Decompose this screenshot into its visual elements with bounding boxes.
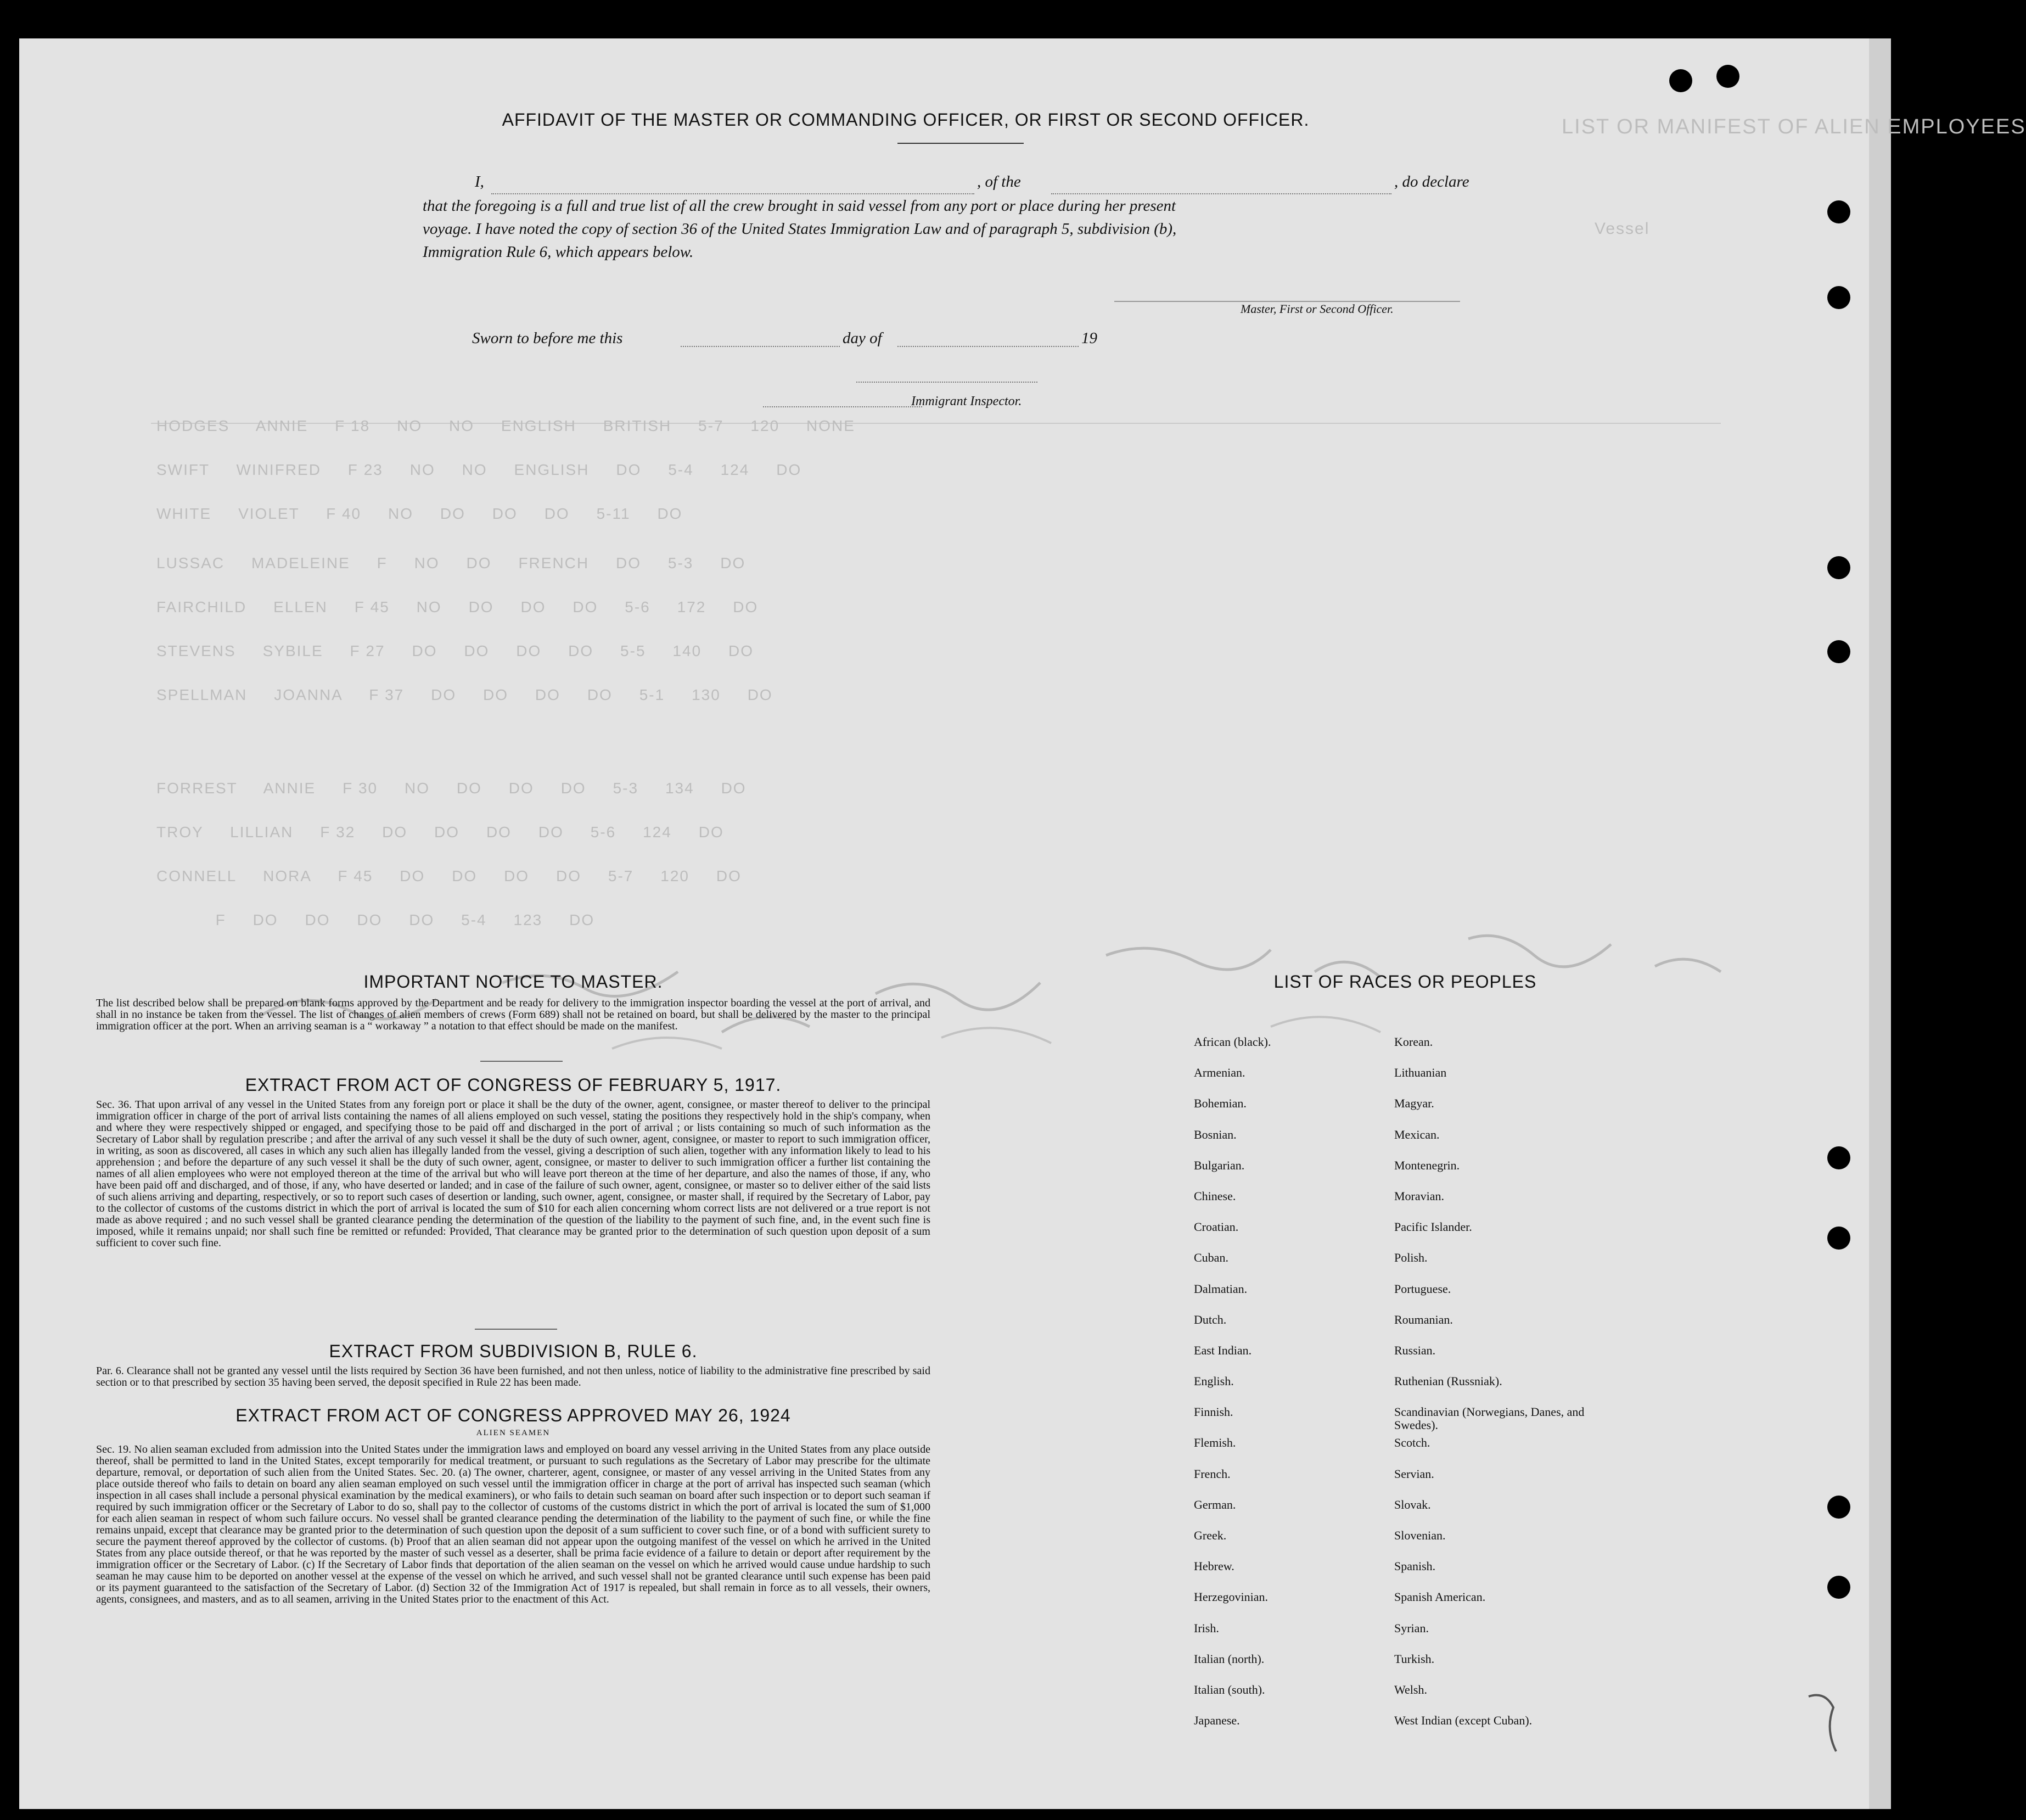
race-item: English. [1194, 1374, 1234, 1388]
punch-hole [1827, 1576, 1850, 1599]
extract-1924-text: Sec. 19. No alien seaman excluded from admission into the United States under the immigration laws and employed on board any vessel arriving in the United States from any place outside thereof, shall be permitted to land in the United States, except temporarily for medical treatment, or pursuant to such regulations as the Secretary of Labor may prescribe for the ultimate departure, removal, or deportation of such alien from the United States. Sec. 20. (a) The owner, charterer, agent, consignee, or master of any vessel arriving in the United States from any place outside thereof who fails to detain on board any alien seaman employed on such vessel until the immigration officer in charge at the port of arrival has inspected such seaman (which inspection in all cases shall include a personal physical examination by the medical examiners), or who fails to detain such seaman on board after such inspection or to deport such seaman if required by such immigration officer or the Secretary of Labor to do so, shall pay to the collector of customs of the customs district in which the port of arrival is located the sum of $1,000 for each alien seaman in respect of whom such failure occurs. No vessel shall be granted clearance pending the determination of the liability to the payment of such fine, or while the fine remains unpaid, except that clearance may be granted prior to the determination of such question upon the deposit of a sum sufficient to cover such fine, or of a bond with sufficient surety to secure the payment thereof approved by the collector of customs. (b) Proof that an alien seaman did not appear upon the outgoing manifest of the vessel on which he arrived in the United States from any place outside thereof, or that he was reported by the master of such vessel as a deserter, shall be prima facie evidence of a failure to detain or deport after requirement by the immigration officer or the Secretary of Labor. (c) If the Secretary of Labor finds that deportation of the alien seaman on the vessel on which he arrived would cause undue hardship to such seaman he may cause him to be deported on another vessel at the expense of the vessel on which he arrived, and such vessel shall not be granted clearance until such expense has been paid or its payment guaranteed to the satisfaction of the Secretary of Labor. (d) Section 32 of the Immigration Act of 1917 is repealed, but shall remain in force as to all vessels, their owners, agents, consignees, and masters, and as to all seamen, arriving in the United States prior to the enactment of this Act. [96, 1443, 930, 1605]
affidavit-title: AFFIDAVIT OF THE MASTER OR COMMANDING OFFICER, OR FIRST OR SECOND OFFICER. [502, 110, 1310, 130]
race-item: Italian (north). [1194, 1651, 1265, 1666]
race-item: Scotch. [1394, 1436, 1430, 1450]
race-item: Irish. [1194, 1621, 1219, 1635]
declaration-line-2: voyage. I have noted the copy of section 36 of the United States Immigration Law and of paragraph 5, subdivision (b), [423, 220, 1177, 238]
race-item: French. [1194, 1466, 1231, 1481]
day-of-label: day of [843, 329, 882, 347]
race-item: Chinese. [1194, 1189, 1236, 1203]
race-item: Montenegrin. [1394, 1158, 1460, 1172]
race-item: Bulgarian. [1194, 1158, 1245, 1172]
race-item: Japanese. [1194, 1713, 1240, 1728]
race-item: Hebrew. [1194, 1559, 1234, 1573]
race-item: Dalmatian. [1194, 1281, 1248, 1296]
notice-text: The list described below shall be prepared on blank forms approved by the Department and be ready for delivery to the immigration inspector boarding the vessel at the port of arrival, and shall in no instance be taken from the vessel. The list of changes of alien members of crews (Form 689) shall not be retained on board, but shall be delivered by the master to the principal immigration officer at the port. When an arriving seaman is a “ workaway ” a notation to that effect should be made on the manifest. [96, 997, 930, 1032]
inspector-label: Immigrant Inspector. [911, 394, 1022, 408]
race-item: West Indian (except Cuban). [1394, 1713, 1533, 1728]
punch-hole [1827, 1227, 1850, 1250]
race-item: Greek. [1194, 1528, 1227, 1542]
race-item: Servian. [1394, 1466, 1434, 1481]
race-item: Armenian. [1194, 1066, 1245, 1080]
race-item: Syrian. [1394, 1621, 1429, 1635]
race-item: German. [1194, 1497, 1236, 1511]
divider-1 [480, 1061, 563, 1062]
race-item: Finnish. [1194, 1405, 1233, 1419]
race-item: Spanish American. [1394, 1590, 1486, 1604]
month-field-line[interactable] [897, 346, 1079, 347]
sworn-label: Sworn to before me this [472, 329, 623, 347]
divider-2 [475, 1329, 557, 1330]
inspector-signature-line[interactable] [763, 406, 922, 407]
race-item: Lithuanian [1394, 1066, 1447, 1080]
race-item: Magyar. [1394, 1096, 1434, 1111]
race-item: Dutch. [1194, 1312, 1227, 1326]
race-item: Italian (south). [1194, 1682, 1265, 1696]
punch-hole [1827, 286, 1850, 309]
extract-1917-text: Sec. 36. That upon arrival of any vessel in the United States from any foreign port or place it shall be the duty of the owner, agent, consignee, or master thereof to deliver to the principal immigration officer in charge of the port of arrival lists containing the names of all aliens employed on such vessel, stating the positions they respectively hold in the ship's company, when and where they were respectively shipped or engaged, and specifying those to be paid off and discharged in the port of arrival ; or lists containing so much of such information as the Secretary of Labor shall by regulation prescribe ; and after the arrival of any such vessel it shall be the duty of such owner, agent, consignee, or master to report to such immigration officer, in writing, as soon as discovered, all cases in which any such alien has illegally landed from the vessel, giving a description of such alien, together with any information likely to lead to his apprehension ; and before the departure of any such vessel it shall be the duty of such owner, agent, consignee, or master to deliver to such immigration officer a further list containing the names of all alien employees who were not employed thereon at the time of the arrival but who will leave port thereon at the time of her departure, and also the names of those, if any, who have been paid off and discharged, and of those, if any, who have deserted or landed; and in case of the failure of such owner, agent, consignee, or master so to deliver either of the said lists of such aliens arriving and departing, respectively, or so to report such cases of desertion or landing, such owner, agent, consignee, or master shall, if required by the Secretary of Labor, pay to the collector of customs of the customs district in which the port of arrival is located the sum of $10 for each alien concerning whom correct lists are not delivered or a true report is not made as above required ; and no such vessel shall be granted clearance pending the determination of the question of the liability to the payment of such fine, and, in the event such fine is imposed, while it remains unpaid; nor shall such fine be remitted or refunded: Provided, That clearance may be granted prior to the determination of such question upon deposit of a sum sufficient to cover such fine. [96, 1099, 930, 1249]
races-left-column [1194, 1027, 1271, 1736]
race-item: Bohemian. [1194, 1096, 1247, 1111]
race-item: Ruthenian (Russniak). [1394, 1374, 1502, 1388]
race-item: Korean. [1394, 1035, 1433, 1049]
punch-hole [1716, 65, 1739, 88]
race-item: Roumanian. [1394, 1312, 1453, 1326]
punch-hole [1827, 556, 1850, 579]
races-right-column [1394, 1027, 1625, 1736]
declaration-line-1: that the foregoing is a full and true list of all the crew brought in said vessel from any port or place during her present [423, 197, 1176, 215]
race-item: Pacific Islander. [1394, 1220, 1472, 1234]
punch-hole [1827, 200, 1850, 223]
declare-label: , do declare [1394, 173, 1469, 191]
punch-hole [1827, 640, 1850, 663]
master-signature-label: Master, First or Second Officer. [1241, 302, 1394, 316]
day-field-line[interactable] [681, 346, 840, 347]
race-item: African (black). [1194, 1035, 1271, 1049]
race-item: Turkish. [1394, 1651, 1435, 1666]
punch-hole [1827, 1496, 1850, 1519]
extract-rule6-text: Par. 6. Clearance shall not be granted any vessel until the lists required by Section 36 have been furnished, and not then unless, notice of liability to the administrative fine prescribed by said section or to that prescribed by section 35 having been served, the deposit specified in Rule 22 has been made. [96, 1365, 930, 1388]
race-item: Mexican. [1394, 1127, 1440, 1141]
inspector-upper-line [856, 382, 1037, 383]
race-item: Flemish. [1194, 1436, 1236, 1450]
race-item: Slovenian. [1394, 1528, 1446, 1542]
punch-hole [1827, 1146, 1850, 1169]
race-item: Scandinavian (Norwegians, Danes, and Swedes). [1394, 1405, 1585, 1432]
race-item: Welsh. [1394, 1682, 1427, 1696]
race-item: Slovak. [1394, 1497, 1431, 1511]
race-item: Herzegovinian. [1194, 1590, 1268, 1604]
punch-hole [1669, 69, 1692, 92]
race-item: Moravian. [1394, 1189, 1445, 1203]
extract-1924-title: EXTRACT FROM ACT OF CONGRESS APPROVED MAY 26, 1924 [235, 1405, 791, 1425]
race-item: Russian. [1394, 1343, 1436, 1357]
race-item: East Indian. [1194, 1343, 1252, 1357]
extract-1924-subtitle: ALIEN SEAMEN [476, 1429, 551, 1437]
race-item: Bosnian. [1194, 1127, 1237, 1141]
race-item: Polish. [1394, 1251, 1428, 1265]
margin-mark [1803, 1685, 1847, 1768]
i-label: I, [475, 173, 484, 191]
extract-1917-title: EXTRACT FROM ACT OF CONGRESS OF FEBRUARY 5, 1917. [245, 1075, 782, 1095]
of-the-label: , of the [977, 173, 1021, 191]
race-item: Cuban. [1194, 1251, 1228, 1265]
document-sheet: LIST OR MANIFEST OF ALIEN EMPLOYEES Vessel HODGES ANNIE F 18 NO NO ENGLISH BRITISH 5-7 120 NONE SWIFT WINIFRED F 23 NO NO ENGLISH DO 5-4 124 DO WHITE VIOLET F 40 NO DO DO DO 5-11 DO LUSSAC MADELEINE F NO DO FRENCH DO 5-3 DO FAIRCHILD ELLEN F 45 NO DO DO DO 5-6 172 DO STEVENS SYBILE F 27 DO DO DO DO 5-5 140 DO SPELLMAN JOANNA F 37 DO DO DO DO 5-1 130 DO FORREST ANNIE F 30 NO DO DO DO 5-3 134 DO TROY LILLIAN F 32 DO DO DO DO 5-6 124 DO CONNELL NORA F 45 DO DO DO DO 5-7 120 DO F DO DO DO DO 5-4 123 DO AFFIDAVIT OF THE MASTER OR COMMANDING OFFICER, OR FIRST OR SECOND OFFICER. I, , of the , do declare that the foregoing is a full and true list of all the crew brought in said vessel from any port or place during her present voyage. I have noted the copy of section 36 of the United States Immigration Law and of paragraph 5, subdivision (b), Immigration Rule 6, which appears below. Master, First or Second Officer. Sworn to before me this day of 19 Immigrant Inspector. IMPORTANT NOTICE TO MASTER. The list described below shall be prepared on blank forms approved by the Department and be ready for delivery to the immigration inspector boarding the vessel at the port of arrival, and shall in no instance be taken from the vessel. The list of changes of alien members of crews (Form 689) shall not be retained on board, but shall be delivered by the master to the principal immigration officer at the port. When an arriving seaman is a “ workaway ” a notation to that effect should be made on the manifest. EXTRACT FROM ACT OF CONGRESS OF FEBRUARY 5, 1917. Sec. 36. That upon arrival of any vessel in the United States from any foreign port or place it shall be the duty of the owner, agent, consignee, or master thereof to deliver to the principal immigration officer in charge of the port of arrival lists containing the names of all aliens employed on such vessel, stating the positions they respectively hold in the ship's company, when and where they were respectively shipped or engaged, and specifying those to be paid off and discharged in the port of arrival ; or lists containing so much of such information as the Secretary of Labor shall by regulation prescribe ; and after the arrival of any such vessel it shall be the duty of such owner, agent, consignee, or master to report to such immigration officer, in writing, as soon as discovered, all cases in which any such alien has illegally landed from the vessel, giving a description of such alien, together with any information likely to lead to his apprehension ; and before the departure of any such vessel it shall be the duty of such owner, agent, consignee, or master to deliver to such immigration officer a further list containing the names of all alien employees who were not employed thereon at the time of the arrival but who will leave port thereon at the time of her departure, and also the names of those, if any, who have been paid off and discharged, and of those, if any, who have deserted or landed; and in case of the failure of such owner, agent, consignee, or master so to deliver either of the said lists of such aliens arriving and departing, respectively, or so to report such cases of desertion or landing, such owner, agent, consignee, or master shall, if required by the Secretary of Labor, pay to the collector of customs of the customs district in which the port of arrival is located the sum of $10 for each alien concerning whom correct lists are not delivered or a true report is not made as above required ; and no such vessel shall be granted clearance pending the determination of the question of the liability to the payment of such fine, and, in the event such fine is imposed, while it remains unpaid; nor shall such fine be remitted or refunded: Provided, That clearance may be granted prior to the determination of such question upon deposit of a sum sufficient to cover such fine. EXTRACT FROM SUBDIVISION B, RULE 6. Par. 6. Clearance shall not be granted any vessel until the lists required by Section 36 have been furnished, and not then unless, notice of liability to the administrative fine prescribed by said section or to that prescribed by section 35 having been served, the deposit specified in Rule 22 has been made. EXTRACT FROM ACT OF CONGRESS APPROVED MAY 26, 1924 ALIEN SEAMEN Sec. 19. No alien seaman excluded from admission into the United States under the immigration laws and employed on board any vessel arriving in the United States from any place outside thereof, shall be permitted to land in the United States, except temporarily for medical treatment, or pursuant to such regulations as the Secretary of Labor may prescribe for the ultimate departure, removal, or deportation of such alien from the United States. Sec. 20. (a) The owner, charterer, agent, consignee, or master of any vessel arriving in the United States from any place outside thereof who fails to detain on board any alien seaman employed on such vessel until the immigration officer in charge at the port of arrival has inspected such seaman (which inspection in all cases shall include a personal physical examination by the medical examiners), or who fails to detain such seaman on board after such inspection or to deport such seaman if required by such immigration officer or the Secretary of Labor to do so, shall pay to the collector of customs of the customs district in which the port of arrival is located the sum of $1,000 for each alien seaman in respect of whom such failure occurs. No vessel shall be granted clearance pending the determination of the liability to the payment of such fine, or while the fine remains unpaid, except that clearance may be granted prior to the determination of such question upon the deposit of a sum sufficient to cover such fine, or of a bond with sufficient surety to secure the payment thereof approved by the collector of customs. (b) Proof that an alien seaman did not appear upon the outgoing manifest of the vessel on which he arrived in the United States from any place outside thereof, or that he was reported by the master of such vessel as a deserter, shall be prima facie evidence of a failure to detain or deport after requirement by the immigration officer or the Secretary of Labor. (c) If the Secretary of Labor finds that deportation of the alien seaman on the vessel on which he arrived would cause undue hardship to such seaman he may cause him to be deported on another vessel at the expense of the vessel on which he arrived, and such vessel shall not be granted clearance until such expense has been paid or its payment guaranteed to the satisfaction of the Secretary of Labor. (d) Section 32 of the Immigration Act of 1917 is repealed, but shall remain in force as to all vessels, their owners, agents, consignees, and masters, and as to all seamen, arriving in the United States prior to the enactment of this Act. LIST OF RACES OR PEOPLES African (black). Armenian. Bohemian. Bosnian. Bulgarian. Chinese. Croatian. Cuban. Dalmatian. Dutch. East Indian. English. Finnish. Flemish. French. German. Greek. Hebrew. Herzegovinian. Irish. Italian (north). Italian (south). Japanese. Korean. Lithuanian Magyar. Mexican. Montenegrin. Moravian. Pacific Islander. Polish. Portuguese. Roumanian. Russian. Ruthenian (Russniak). Scandinavian (Norwegians, Danes, and Swedes). Scotch. Servian. Slovak. Slovenian. Spanish. Spanish American. Syrian. Turkish. Welsh. West Indian (except Cuban). [19, 38, 1891, 1809]
declaration-line-3: Immigration Rule 6, which appears below. [423, 243, 694, 261]
race-item: Portuguese. [1394, 1281, 1451, 1296]
race-item: Spanish. [1394, 1559, 1436, 1573]
extract-rule6-title: EXTRACT FROM SUBDIVISION B, RULE 6. [329, 1341, 698, 1361]
year-label: 19 [1081, 329, 1097, 347]
title-underline [897, 143, 1024, 144]
race-item: Croatian. [1194, 1220, 1239, 1234]
races-title: LIST OF RACES OR PEOPLES [1273, 972, 1537, 992]
notice-title: IMPORTANT NOTICE TO MASTER. [363, 972, 663, 992]
